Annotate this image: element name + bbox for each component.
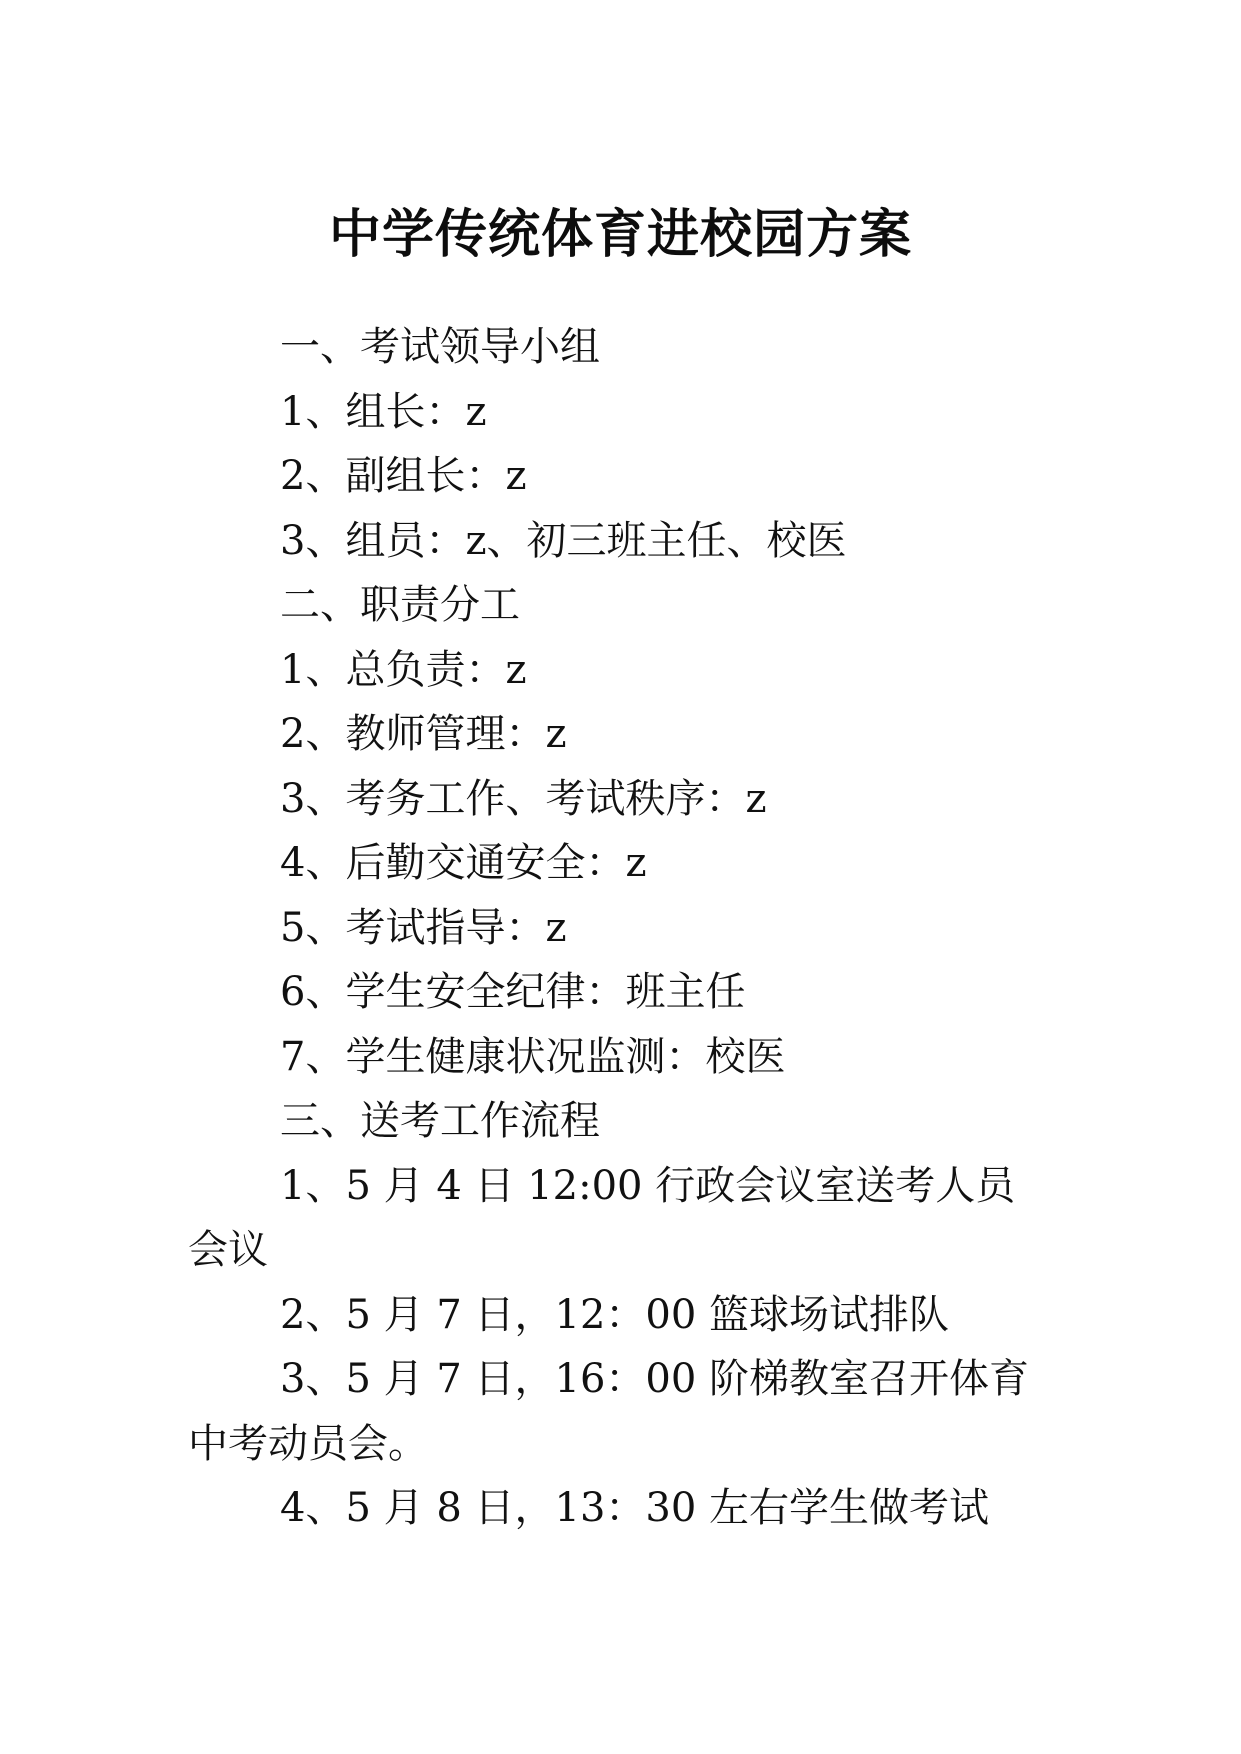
paragraph: 2、教师管理：z	[280, 711, 567, 757]
paragraph: 3、考务工作、考试秩序：z	[280, 775, 767, 822]
document-body	[188, 315, 1048, 1541]
paragraph: 6、学生安全纪律：班主任	[280, 969, 746, 1015]
document-title: 中学传统体育进校园方案	[328, 204, 912, 265]
paragraph: 3、5 月 7 日，16：00 阶梯教室召开体育中考动员会。	[188, 1356, 1030, 1467]
paragraph: 5、考试指导：z	[280, 904, 567, 951]
paragraph: 4、后勤交通安全：z	[280, 840, 647, 886]
paragraph: 1、总负责：z	[280, 646, 527, 693]
section-heading: 二、职责分工	[280, 582, 520, 628]
paragraph: 2、5 月 7 日，12：00 篮球场试排队	[280, 1291, 950, 1338]
section-heading: 三、送考工作流程	[280, 1098, 600, 1144]
section-heading: 一、考试领导小组	[280, 324, 600, 370]
paragraph: 1、组长：z	[280, 388, 487, 435]
paragraph: 1、5 月 4 日 12:00 行政会议室送考人员会议	[188, 1162, 1016, 1273]
paragraph: 3、组员：z、初三班主任、校医	[280, 517, 847, 564]
paragraph: 2、副组长：z	[280, 453, 527, 499]
paragraph: 4、5 月 8 日，13：30 左右学生做考试	[280, 1485, 990, 1531]
paragraph: 7、学生健康状况监测：校医	[280, 1033, 786, 1080]
